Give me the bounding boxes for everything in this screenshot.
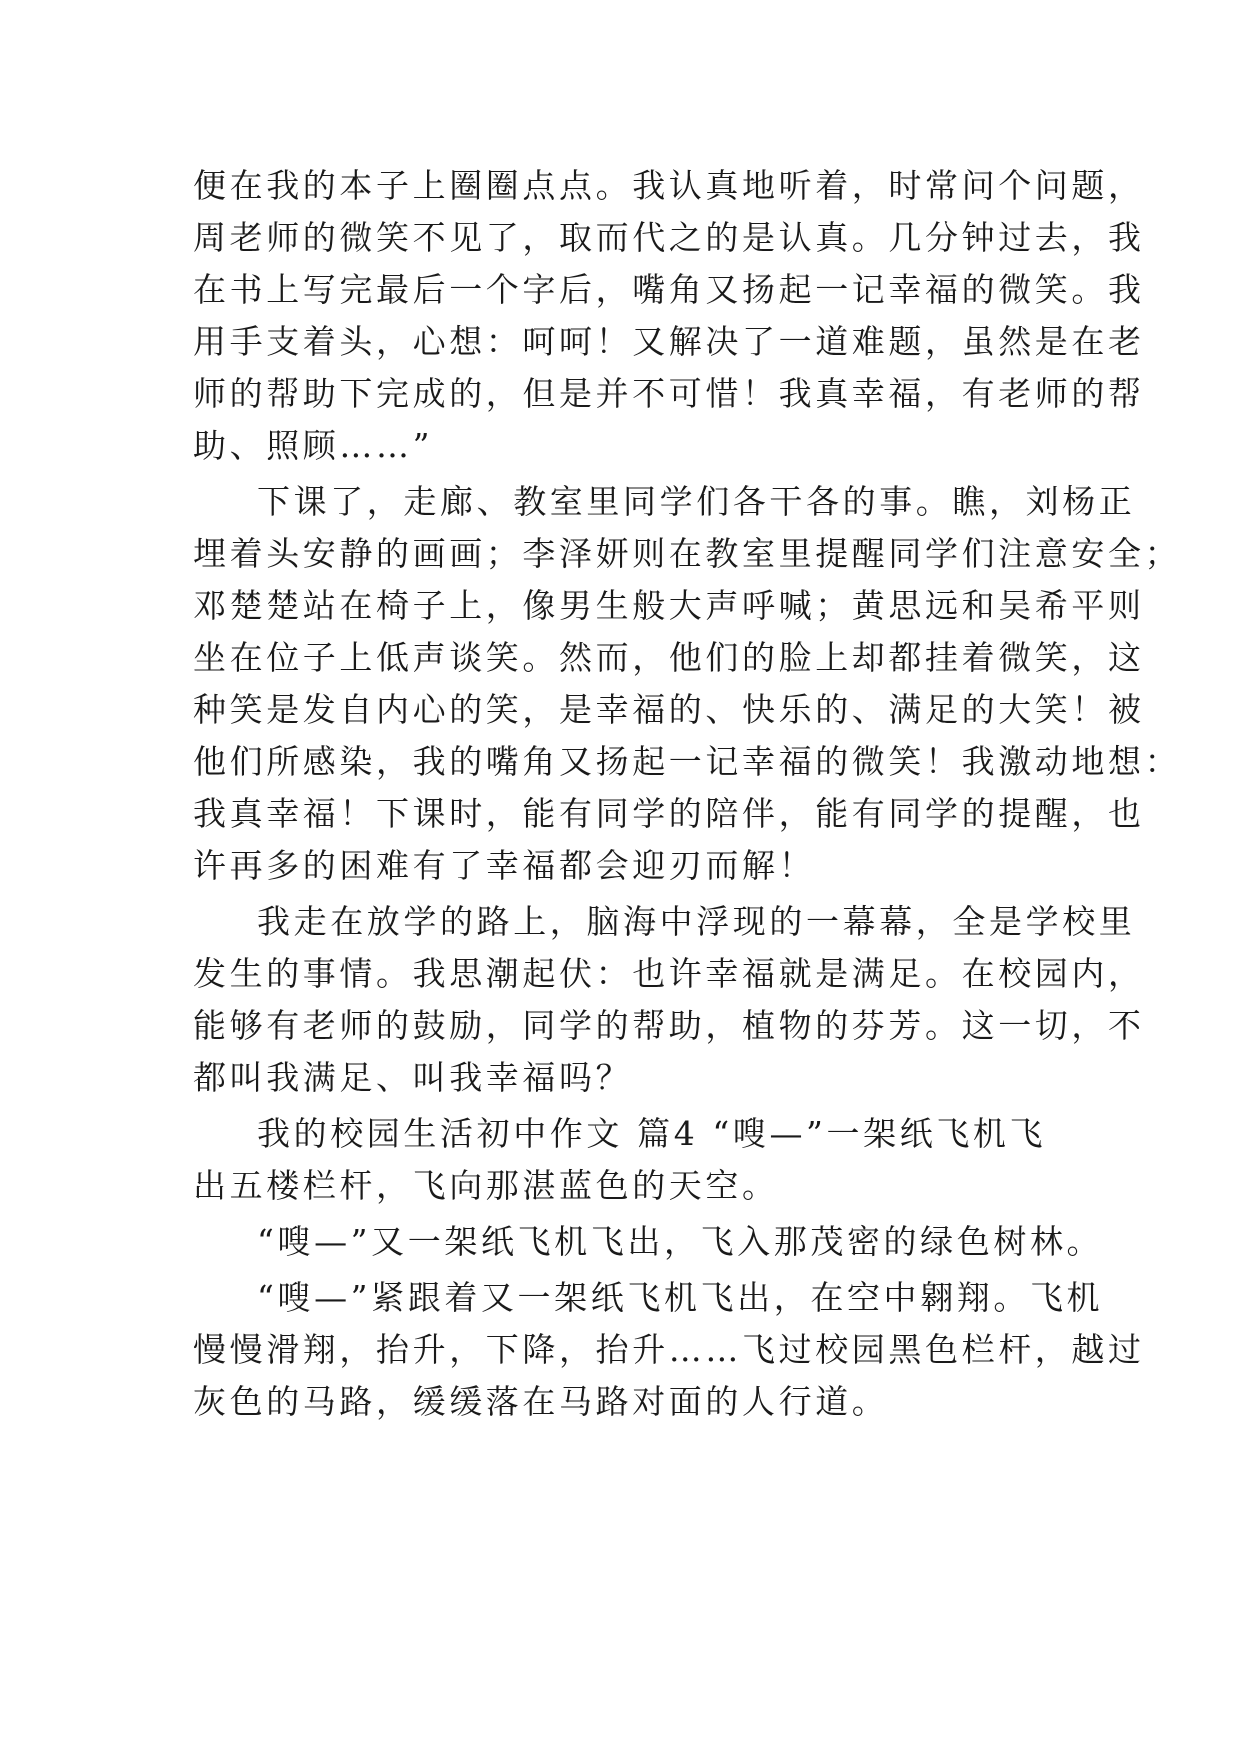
text-line: 助、照顾……” [193,426,434,465]
text-line: 灰色的马路，缓缓落在马路对面的人行道。 [193,1382,889,1421]
text-line: 发生的事情。我思潮起伏：也许幸福就是满足。在校园内， [193,954,1145,993]
text-line: 我真幸福！下课时，能有同学的陪伴，能有同学的提醒，也 [193,794,1145,833]
text-line: “嗖—”又一架纸飞机飞出，飞入那茂密的绿色树林。 [257,1222,1104,1261]
section-heading-line: 我的校园生活初中作文 篇4 “嗖—”一架纸飞机飞 [257,1114,1047,1153]
text-line: 他们所感染，我的嘴角又扬起一记幸福的微笑！我激动地想： [193,742,1182,781]
text-line: 种笑是发自内心的笑，是幸福的、快乐的、满足的大笑！被 [193,690,1145,729]
text-line: 能够有老师的鼓励，同学的帮助，植物的芬芳。这一切，不 [193,1006,1145,1045]
text-line: 慢慢滑翔，抬升，下降，抬升……飞过校园黑色栏杆，越过 [193,1330,1145,1369]
text-line: 我走在放学的路上，脑海中浮现的一幕幕，全是学校里 [257,902,1136,941]
text-line: 都叫我满足、叫我幸福吗？ [193,1058,633,1097]
text-line: 周老师的微笑不见了，取而代之的是认真。几分钟过去，我 [193,218,1145,257]
text-line: 师的帮助下完成的，但是并不可惜！我真幸福，有老师的帮 [193,374,1145,413]
text-line: 用手支着头，心想：呵呵！又解决了一道难题，虽然是在老 [193,322,1145,361]
text-line: 坐在位子上低声谈笑。然而，他们的脸上却都挂着微笑，这 [193,638,1145,677]
text-line: 出五楼栏杆，飞向那湛蓝色的天空。 [193,1166,779,1205]
text-line: 在书上写完最后一个字后，嘴角又扬起一记幸福的微笑。我 [193,270,1145,309]
text-line: 下课了，走廊、教室里同学们各干各的事。瞧，刘杨正 [257,482,1136,521]
text-line: 许再多的困难有了幸福都会迎刃而解！ [193,846,816,885]
text-line: 邓楚楚站在椅子上，像男生般大声呼喊；黄思远和吴希平则 [193,586,1145,625]
text-line: 便在我的本子上圈圈点点。我认真地听着，时常问个问题， [193,166,1145,205]
text-line: 埋着头安静的画画；李泽妍则在教室里提醒同学们注意安全； [193,534,1182,573]
text-line: “嗖—”紧跟着又一架纸飞机飞出，在空中翱翔。飞机 [257,1278,1104,1317]
